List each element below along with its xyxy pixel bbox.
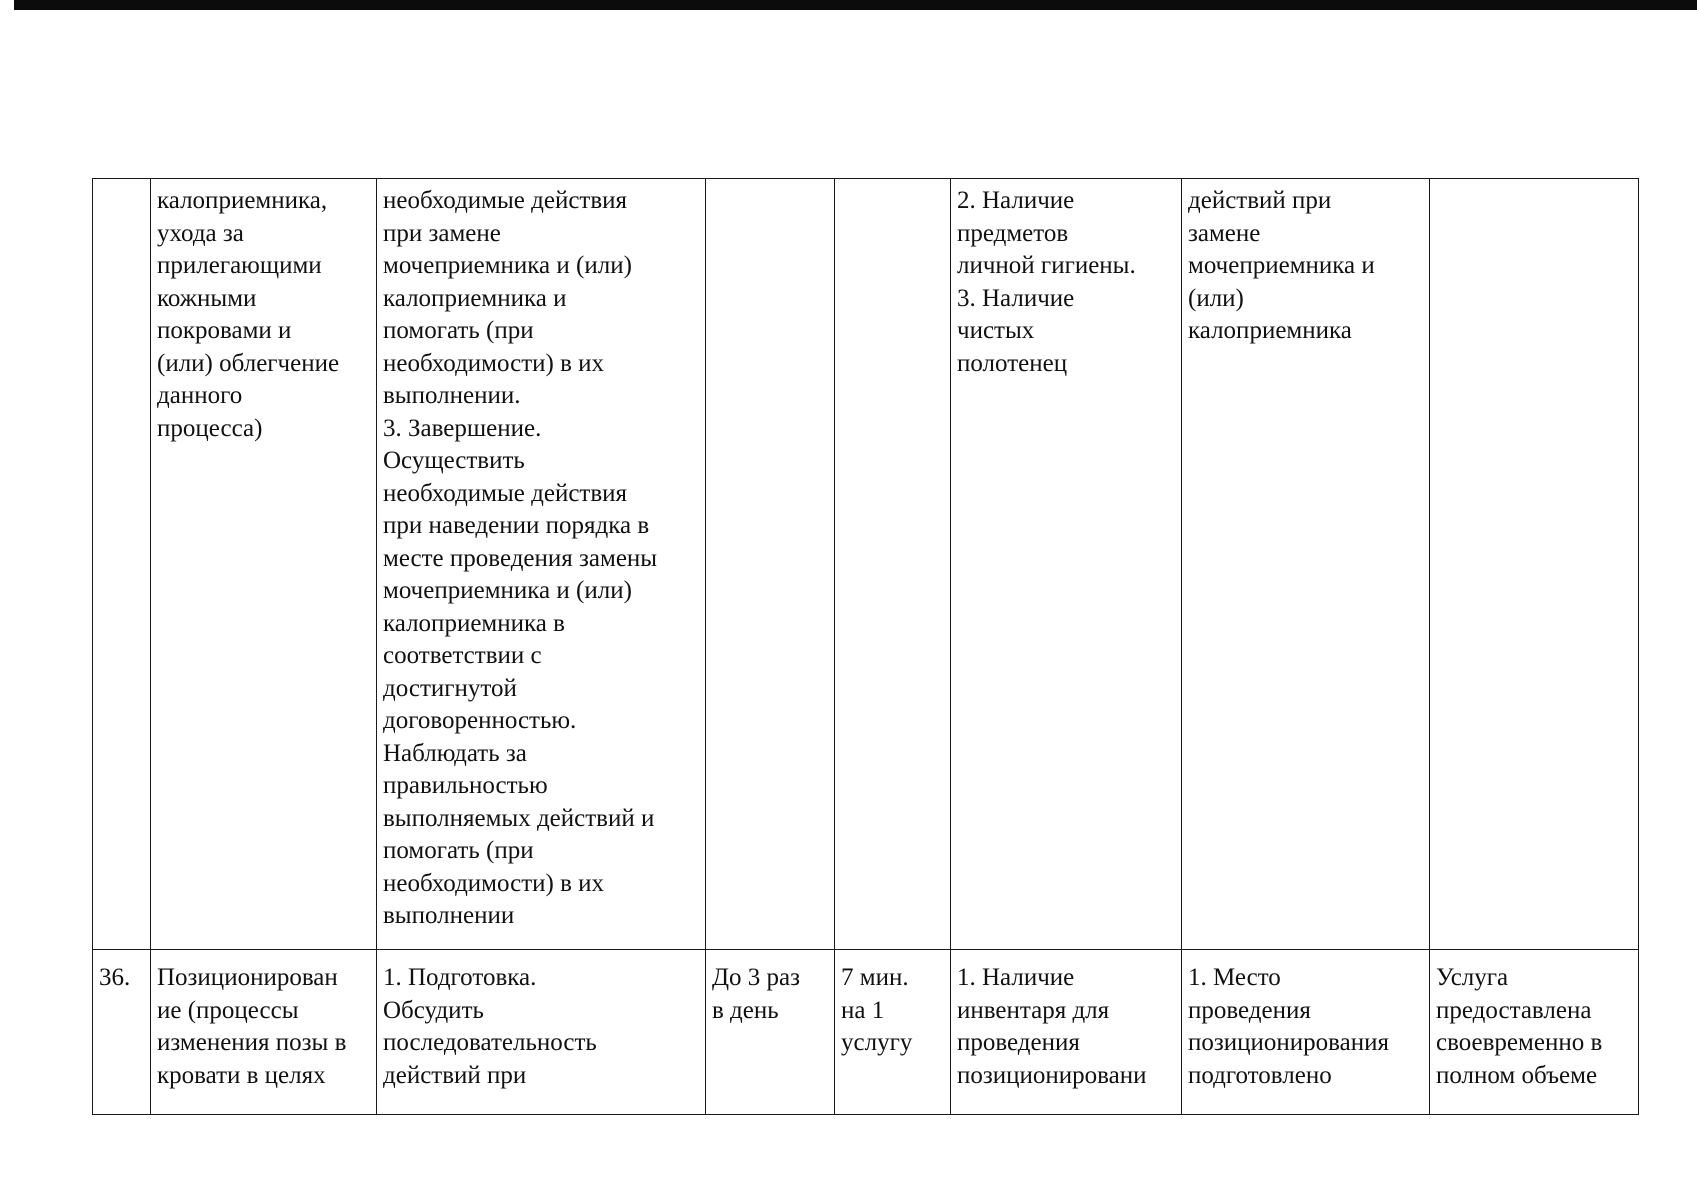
cell-indicators: 1. Место проведения позиционирования подготовлено — [1182, 950, 1430, 1115]
cell-conditions: 1. Наличие инвентаря для проведения позиционировани — [951, 950, 1182, 1115]
table-row — [93, 950, 1639, 1115]
cell-service-name: калоприемника, ухода за прилегающими кожными покровами и (или) облегчение данного процесса) — [151, 179, 377, 950]
table-row — [93, 179, 1639, 950]
cell-time: 7 мин. на 1 услугу — [835, 950, 951, 1115]
cell-description: 1. Подготовка. Обсудить последовательность действий при — [377, 950, 706, 1115]
cell-evaluation — [1430, 179, 1639, 950]
services-table — [92, 178, 1639, 1115]
cell-description: необходимые действия при замене мочеприемника и (или) калоприемника и помогать (при необходимости) в их выполнении. 3. Завершение. Осуществить необходимые действия при наведении порядка в месте проведения замены мочеприемника и (или) калоприемника в соответствии с достигнутой договоренностью. Наблюдать за правильностью выполняемых действий и помогать (при необходимости) в их выполнении — [377, 179, 706, 950]
cell-frequency: До 3 раз в день — [706, 950, 835, 1115]
cell-frequency — [706, 179, 835, 950]
cell-number — [93, 179, 151, 950]
cell-time — [835, 179, 951, 950]
cell-conditions: 2. Наличие предметов личной гигиены. 3. Наличие чистых полотенец — [951, 179, 1182, 950]
cell-evaluation: Услуга предоставлена своевременно в полном объеме — [1430, 950, 1639, 1115]
cell-indicators: действий при замене мочеприемника и (или) калоприемника — [1182, 179, 1430, 950]
cell-number: 36. — [93, 950, 151, 1115]
scan-top-edge — [14, 0, 1697, 10]
cell-service-name: Позиционирован ие (процессы изменения позы в кровати в целях — [151, 950, 377, 1115]
